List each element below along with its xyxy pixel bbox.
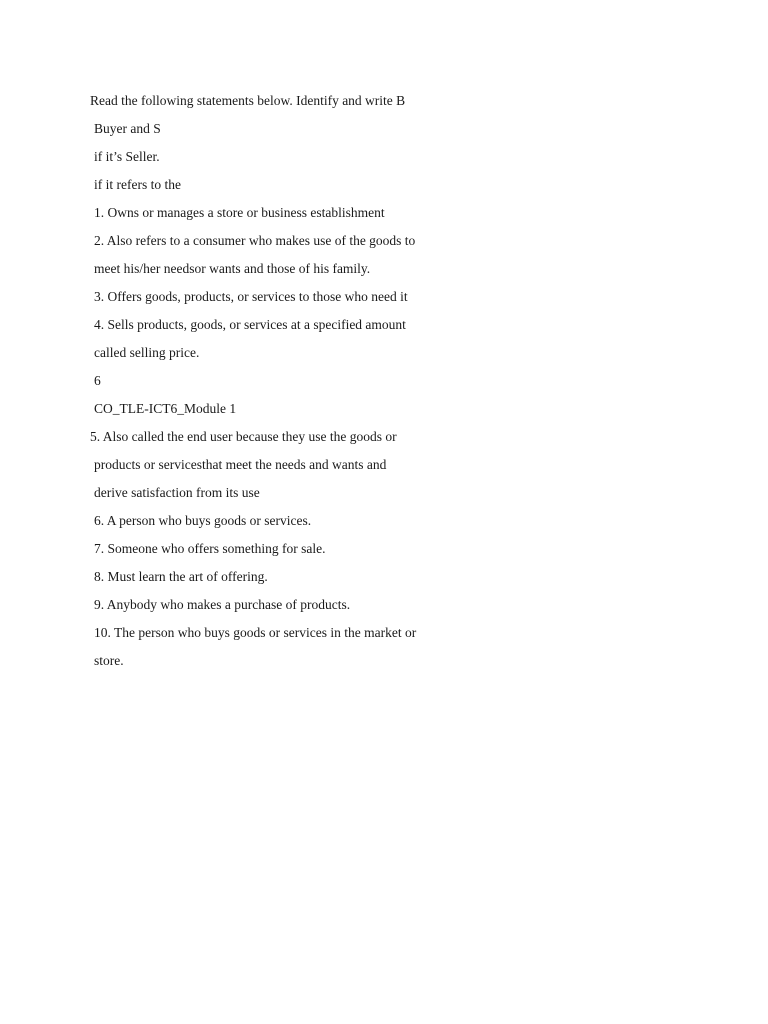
statement-6: 6. A person who buys goods or services. — [94, 513, 312, 528]
statement-8: 8. Must learn the art of offering. — [94, 569, 268, 584]
statement-2: 2. Also refers to a consumer who makes use of the goods to — [94, 233, 416, 248]
statement-1: 1. Owns or manages a store or business establishment — [94, 205, 385, 220]
statement-10-continued: store. — [94, 653, 124, 668]
statement-3: 3. Offers goods, products, or services to those who need it — [94, 289, 408, 304]
statement-2-continued: meet his/her needsor wants and those of his family. — [94, 261, 371, 276]
page-number: 6 — [94, 373, 101, 388]
instruction-line-3: if it’s Seller. — [94, 149, 160, 164]
statement-10: 10. The person who buys goods or services in the market or — [94, 625, 417, 640]
instruction-line-1: Read the following statements below. Identify and write B — [90, 93, 406, 108]
statement-5-continued-1: products or servicesthat meet the needs and wants and — [94, 457, 387, 472]
statement-5-continued-2: derive satisfaction from its use — [94, 485, 260, 500]
instruction-line-4: if it refers to the — [94, 177, 181, 192]
statement-7: 7. Someone who offers something for sale. — [94, 541, 326, 556]
statement-4-continued: called selling price. — [94, 345, 200, 360]
statement-9: 9. Anybody who makes a purchase of products. — [94, 597, 351, 612]
statement-5: 5. Also called the end user because they use the goods or — [90, 429, 397, 444]
module-footer: CO_TLE-ICT6_Module 1 — [94, 401, 237, 416]
statement-4: 4. Sells products, goods, or services at a specified amount — [94, 317, 406, 332]
instruction-line-2: Buyer and S — [94, 121, 161, 136]
